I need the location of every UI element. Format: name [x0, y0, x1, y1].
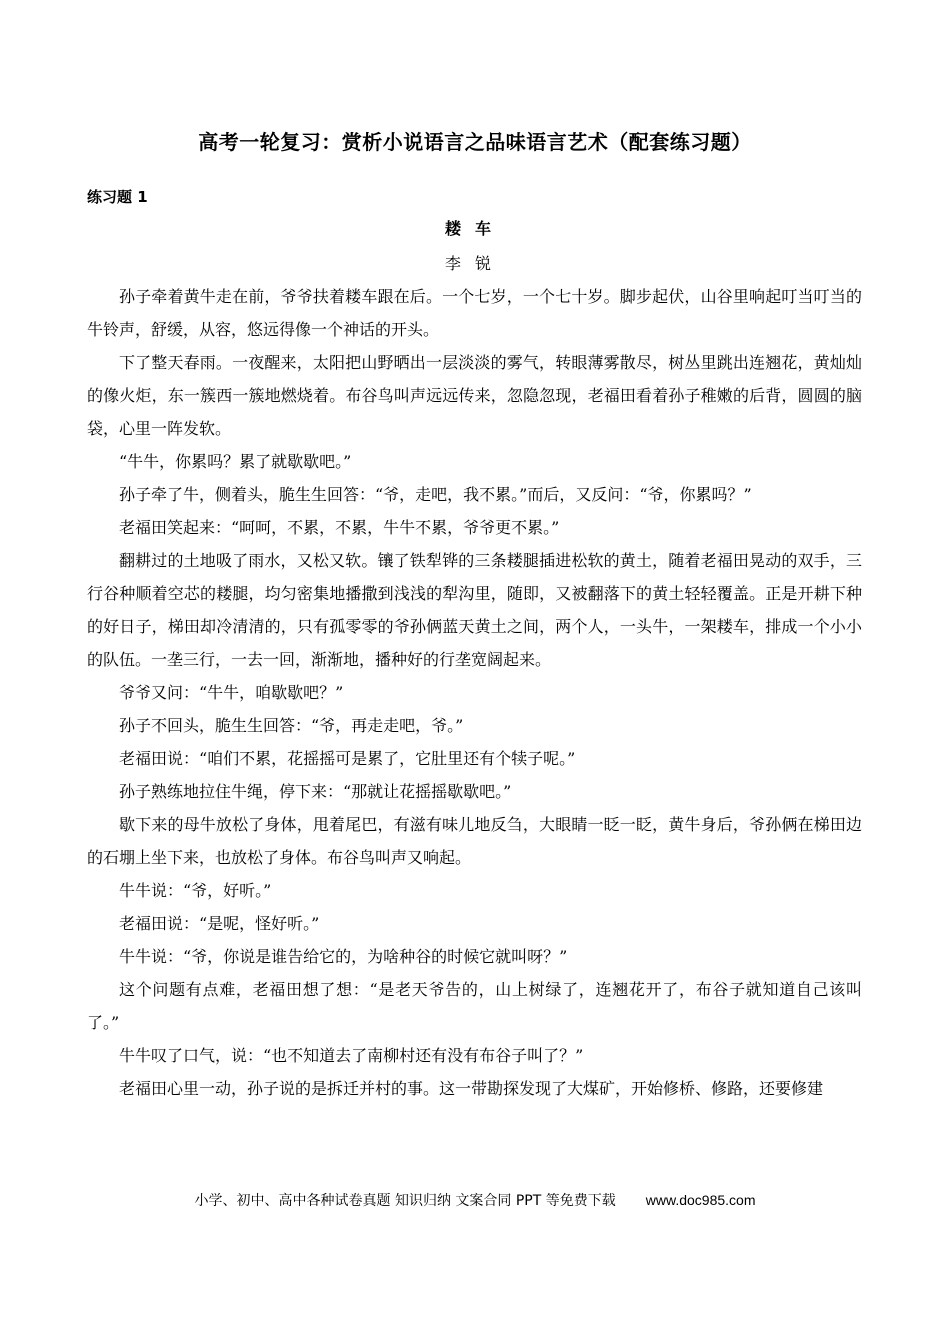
paragraph: 爷爷又问：“牛牛，咱歇歇吧？” [119, 683, 344, 702]
page-footer [0, 1190, 950, 1210]
story-author: 李锐 [444, 254, 505, 273]
paragraph: 孙子牵着黄牛走在前，爷爷扶着耧车跟在后。一个七岁，一个七十岁。脚步起伏，山谷里响起叮当叮当的牛铃声，舒缓，从容，悠远得像一个神话的开头。 [87, 287, 862, 339]
paragraph: 老福田说：“咱们不累，花摇摇可是累了，它肚里还有个犊子呢。” [119, 749, 576, 768]
paragraph: 歇下来的母牛放松了身体，甩着尾巴，有滋有味儿地反刍，大眼睛一眨一眨，黄牛身后，爷孙俩在梯田边的石堋上坐下来，也放松了身体。布谷鸟叫声又响起。 [87, 815, 862, 867]
paragraph: 牛牛说：“爷，你说是谁告给它的，为啥种谷的时候它就叫呀？” [119, 947, 568, 966]
footer-site-link[interactable]: www.doc985.com [645, 1192, 756, 1208]
paragraph: 牛牛叹了口气，说：“也不知道去了南柳村还有没有布谷子叫了？” [119, 1046, 584, 1065]
paragraph: 孙子牵了牛，侧着头，脆生生回答：“爷，走吧，我不累。”而后，又反问：“爷，你累吗？” [119, 485, 752, 504]
paragraph: “牛牛，你累吗？累了就歇歇吧。” [119, 452, 352, 471]
paragraph: 翻耕过的土地吸了雨水，又松又软。镶了铁犁铧的三条耧腿插进松软的黄土，随着老福田晃动的双手，三行谷种顺着空芯的耧腿，均匀密集地播撒到浅浅的犁沟里，随即，又被翻落下的黄土轻轻覆盖。正是开耕下种的好日子，梯田却冷清清的，只有孤零零的爷孙俩蓝天黄土之间，两个人，一头牛，一架耧车，排成一个小小的队伍。一垄三行，一去一回，渐渐地，播种好的行垄宽阔起来。 [87, 551, 862, 669]
paragraph: 孙子不回头，脆生生回答：“爷，再走走吧，爷。” [119, 716, 464, 735]
footer-text: 小学、初中、高中各种试卷真题 知识归纳 文案合同 PPT 等免费下载 [194, 1193, 616, 1209]
paragraph: 孙子熟练地拉住牛绳，停下来：“那就让花摇摇歇歇吧。” [119, 782, 512, 801]
page-title: 高考一轮复习：赏析小说语言之品味语言艺术（配套练习题） [198, 130, 752, 154]
story-title: 耧车 [444, 219, 505, 238]
paragraph: 老福田说：“是呢，怪好听。” [119, 914, 320, 933]
story-body [87, 280, 862, 1105]
section-label: 练习题 1 [87, 188, 148, 206]
paragraph: 牛牛说：“爷，好听。” [119, 881, 272, 900]
paragraph: 下了整天春雨。一夜醒来，太阳把山野晒出一层淡淡的雾气，转眼薄雾散尽，树丛里跳出连翘花，黄灿灿的像火炬，东一簇西一簇地燃烧着。布谷鸟叫声远远传来，忽隐忽现，老福田看着孙子稚嫩的后背，圆圆的脑袋，心里一阵发软。 [87, 353, 862, 438]
paragraph: 这个问题有点难，老福田想了想：“是老天爷告的，山上树绿了，连翘花开了，布谷子就知道自己该叫了。” [87, 980, 862, 1032]
paragraph: 老福田笑起来：“呵呵，不累，不累，牛牛不累，爷爷更不累。” [119, 518, 560, 537]
paragraph: 老福田心里一动，孙子说的是拆迁并村的事。这一带勘探发现了大煤矿，开始修桥、修路，还要修建 [119, 1079, 824, 1098]
